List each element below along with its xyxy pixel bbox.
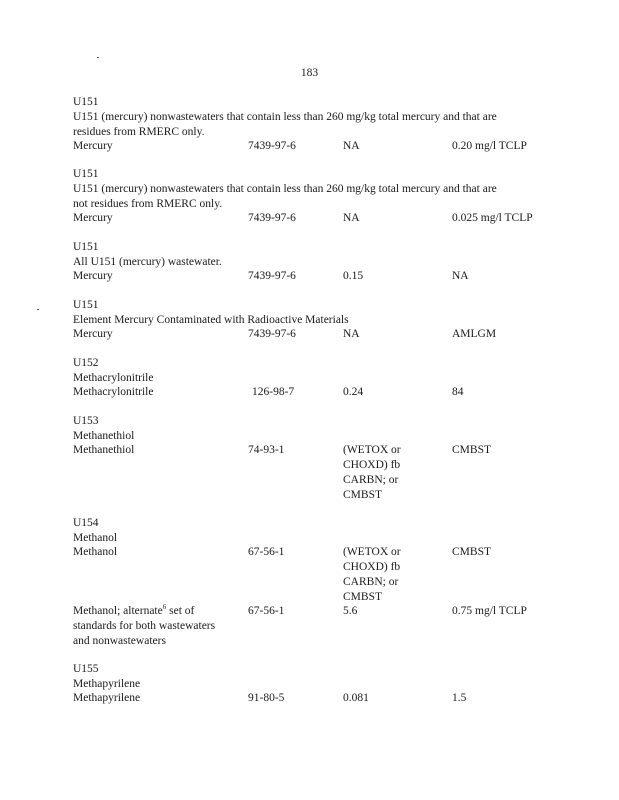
waste-description: Methapyrilene <box>73 678 141 690</box>
constituent-name-text: Methanol; alternate <box>73 605 163 617</box>
wastewater-standard: CMBST <box>343 489 382 501</box>
footnote-marker: 6 <box>162 603 167 612</box>
cas-number: 67-56-1 <box>248 546 285 558</box>
wastewater-standard: NA <box>343 212 360 224</box>
wastewater-standard: CMBST <box>343 591 382 603</box>
cas-number: 7439-97-6 <box>248 270 296 282</box>
waste-description: residues from RMERC only. <box>73 126 205 138</box>
constituent-name <box>73 604 194 619</box>
waste-code: U152 <box>73 357 99 369</box>
wastewater-standard: NA <box>343 328 360 340</box>
constituent-name: Mercury <box>73 270 113 282</box>
nonwastewater-standard: 0.75 mg/l TCLP <box>452 605 527 617</box>
nonwastewater-standard: CMBST <box>452 546 491 558</box>
waste-code: U155 <box>73 663 99 675</box>
cas-number: 7439-97-6 <box>248 140 296 152</box>
wastewater-standard: CARBN; or <box>343 576 399 588</box>
waste-code: U151 <box>73 168 99 180</box>
nonwastewater-standard: AMLGM <box>452 328 497 340</box>
constituent-name: Mercury <box>73 212 113 224</box>
wastewater-standard: CHOXD) fb <box>343 459 401 471</box>
constituent-name: and nonwastewaters <box>73 635 166 647</box>
wastewater-standard: (WETOX or <box>343 546 401 558</box>
waste-description: Methanethiol <box>73 430 135 442</box>
cas-number: 67-56-1 <box>248 605 285 617</box>
waste-code: U153 <box>73 415 99 427</box>
cas-number: 126-98-7 <box>252 386 295 398</box>
waste-code: U151 <box>73 96 99 108</box>
cas-number: 91-80-5 <box>248 692 285 704</box>
nonwastewater-standard: 84 <box>452 386 464 398</box>
waste-description: All U151 (mercury) wastewater. <box>73 256 222 268</box>
waste-code: U154 <box>73 517 99 529</box>
waste-description: Methacrylonitrile <box>73 372 154 384</box>
page-number: 183 <box>300 67 319 79</box>
wastewater-standard: 0.15 <box>343 270 364 282</box>
wastewater-standard: 5.6 <box>343 605 358 617</box>
waste-code: U151 <box>73 241 99 253</box>
wastewater-standard: 0.24 <box>343 386 364 398</box>
nonwastewater-standard: CMBST <box>452 444 491 456</box>
constituent-name: Methacrylonitrile <box>73 386 154 398</box>
wastewater-standard: NA <box>343 140 360 152</box>
waste-description: U151 (mercury) nonwastewaters that contain less than 260 mg/kg total mercury and that are <box>73 111 497 123</box>
nonwastewater-standard: NA <box>452 270 469 282</box>
constituent-name: Methanol <box>73 546 118 558</box>
wastewater-standard: (WETOX or <box>343 444 401 456</box>
cas-number: 7439-97-6 <box>248 328 296 340</box>
waste-description: not residues from RMERC only. <box>73 198 223 210</box>
constituent-name: Methapyrilene <box>73 692 141 704</box>
cas-number: 74-93-1 <box>248 444 285 456</box>
waste-description: U151 (mercury) nonwastewaters that contain less than 260 mg/kg total mercury and that are <box>73 183 497 195</box>
constituent-name-text: set of <box>166 605 195 617</box>
nonwastewater-standard: 0.20 mg/l TCLP <box>452 140 527 152</box>
constituent-name: Mercury <box>73 140 113 152</box>
nonwastewater-standard: 1.5 <box>452 692 467 704</box>
constituent-name: standards for both wastewaters <box>73 620 216 632</box>
waste-description: Element Mercury Contaminated with Radioactive Materials <box>73 314 349 326</box>
cas-number: 7439-97-6 <box>248 212 296 224</box>
constituent-name: Methanethiol <box>73 444 135 456</box>
waste-description: Methanol <box>73 532 118 544</box>
wastewater-standard: 0.081 <box>343 692 369 704</box>
wastewater-standard: CHOXD) fb <box>343 561 401 573</box>
wastewater-standard: CARBN; or <box>343 474 399 486</box>
constituent-name: Mercury <box>73 328 113 340</box>
nonwastewater-standard: 0.025 mg/l TCLP <box>452 212 533 224</box>
scan-speck <box>37 309 39 310</box>
scan-speck <box>97 57 99 58</box>
waste-code: U151 <box>73 299 99 311</box>
